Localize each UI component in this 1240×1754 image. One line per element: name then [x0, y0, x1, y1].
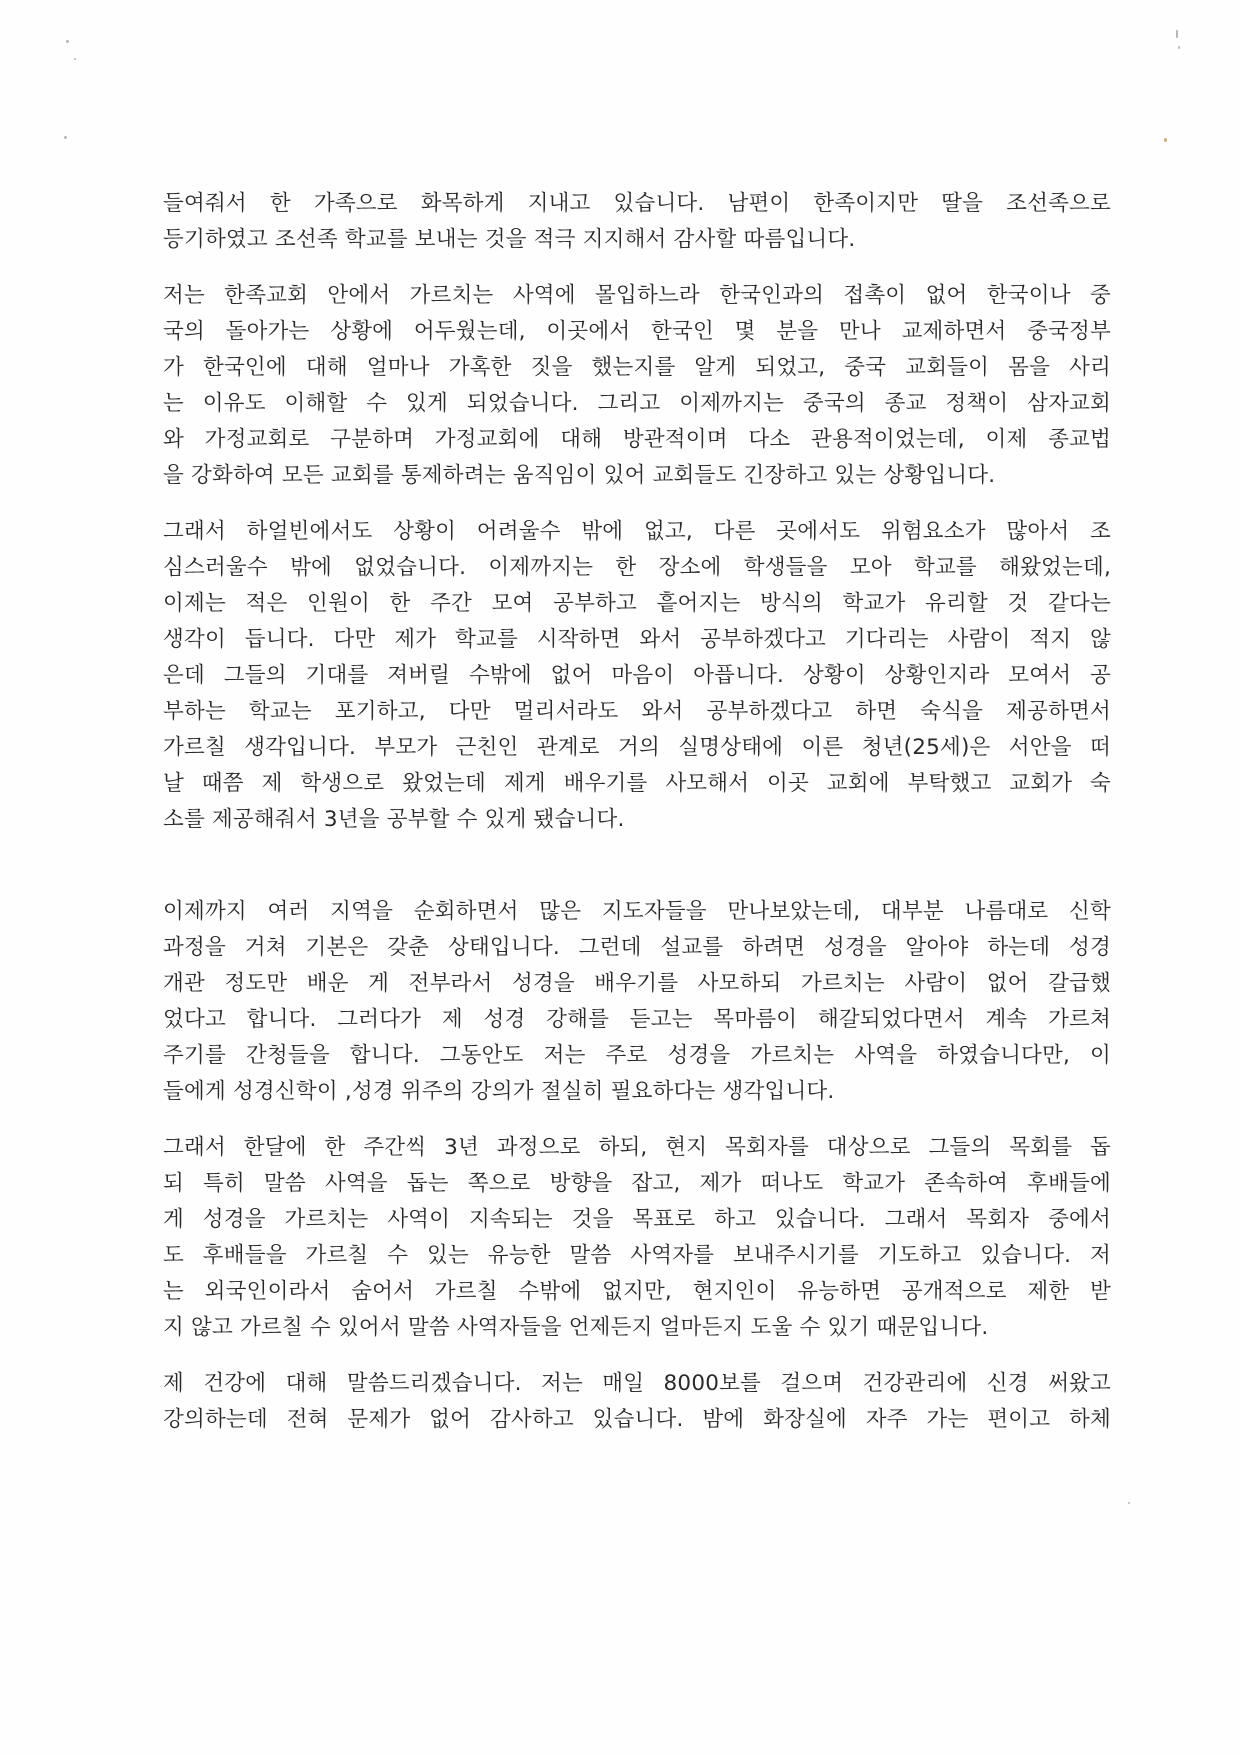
scan-speck: [1176, 30, 1178, 38]
paragraph-church-situation: [163, 278, 1111, 494]
text-line: 되 특히 말씀 사역을 돕는 쪽으로 방향을 잡고, 제가 떠나도 학교가 존속하여 후배들에: [163, 1171, 1111, 1196]
text-line: 국의 돌아가는 상황에 어두웠는데, 이곳에서 한국인 몇 분을 만나 교제하면서 중국정부: [163, 319, 1111, 344]
paragraph-leaders: [163, 894, 1111, 1110]
text-line: 날 때쯤 제 학생으로 왔었는데 제게 배우기를 사모해서 이곳 교회에 부탁했고 교회가 숙: [163, 771, 1111, 796]
text-line: 게 성경을 가르치는 사역이 지속되는 것을 목표로 하고 있습니다. 그래서 목회자 중에서: [163, 1207, 1111, 1232]
text-line: 는 이유도 이해할 수 있게 되었습니다. 그리고 이제까지는 중국의 종교 정책이 삼자교회: [163, 391, 1111, 416]
text-line: 는 외국인이라서 숨어서 가르칠 수밖에 없지만, 현지인이 유능하면 공개적으로 제한 받: [163, 1279, 1111, 1304]
text-line: 와 가정교회로 구분하며 가정교회에 대해 방관적이며 다소 관용적이었는데, 이제 종교법: [163, 427, 1111, 452]
text-line: 가 한국인에 대해 얼마나 가혹한 짓을 했는지를 알게 되었고, 중국 교회들이 몸을 사리: [163, 355, 1111, 380]
text-line: 그래서 한달에 한 주간씩 3년 과정으로 하되, 현지 목회자를 대상으로 그들의 목회를 돕: [163, 1135, 1111, 1160]
paragraph-family: [163, 186, 1111, 258]
text-line: 가르칠 생각입니다. 부모가 근친인 관계로 거의 실명상태에 이른 청년(25세)은 서안을 떠: [163, 735, 1111, 760]
letter-body: [163, 186, 1111, 1438]
text-line: 들여줘서 한 가족으로 화목하게 지내고 있습니다. 남편이 한족이지만 딸을 조선족으로: [163, 191, 1111, 216]
text-line: 이제까지 여러 지역을 순회하면서 많은 지도자들을 만나보았는데, 대부분 나름대로 신학: [163, 899, 1111, 924]
text-line: 지 않고 가르칠 수 있어서 말씀 사역자들을 언제든지 얼마든지 도울 수 있기 때문입니다.: [163, 1315, 989, 1340]
text-line: 등기하였고 조선족 학교를 보내는 것을 적극 지지해서 감사할 따름입니다.: [163, 227, 856, 252]
text-line: 들에게 성경신학이 ,성경 위주의 강의가 절실히 필요하다는 생각입니다.: [163, 1079, 835, 1104]
text-line: 그래서 하얼빈에서도 상황이 어려울수 밖에 없고, 다른 곳에서도 위험요소가 많아서 조: [163, 519, 1111, 544]
scan-speck: [66, 40, 69, 43]
text-line: 개관 정도만 배운 게 전부라서 성경을 배우기를 사모하되 가르치는 사람이 없어 갈급했: [163, 971, 1111, 996]
text-line: 과정을 거쳐 기본은 갖춘 상태입니다. 그런데 설교를 하려면 성경을 알아야 하는데 성경: [163, 935, 1111, 960]
text-line: 주기를 간청들을 합니다. 그동안도 저는 주로 성경을 가르치는 사역을 하였습니다만, 이: [163, 1043, 1111, 1068]
text-line: 제 건강에 대해 말씀드리겠습니다. 저는 매일 8000보를 걸으며 건강관리에 신경 써왔고: [163, 1371, 1111, 1396]
text-line: 이제는 적은 인원이 한 주간 모여 공부하고 흩어지는 방식의 학교가 유리할 것 같다는: [163, 591, 1111, 616]
text-line: 은데 그들의 기대를 져버릴 수밖에 없어 마음이 아픕니다. 상황이 상황인지라 모여서 공: [163, 663, 1111, 688]
paragraph-health: [163, 1366, 1111, 1438]
scan-speck: [64, 136, 67, 139]
text-line: 도 후배들을 가르칠 수 있는 유능한 말씀 사역자를 보내주시기를 기도하고 있습니다. 저: [163, 1243, 1111, 1268]
text-line: 저는 한족교회 안에서 가르치는 사역에 몰입하느라 한국인과의 접촉이 없어 한국이나 중: [163, 283, 1111, 308]
text-line: 었다고 합니다. 그러다가 제 성경 강해를 듣고는 목마름이 해갈되었다면서 계속 가르쳐: [163, 1007, 1111, 1032]
scan-speck: [1164, 138, 1167, 142]
text-line: 생각이 듭니다. 다만 제가 학교를 시작하면 와서 공부하겠다고 기다리는 사람이 적지 않: [163, 627, 1111, 652]
scan-speck: [74, 58, 76, 60]
text-line: 소를 제공해줘서 3년을 공부할 수 있게 됐습니다.: [163, 807, 625, 832]
paragraph-program-plan: [163, 1130, 1111, 1346]
scan-speck: [1128, 1502, 1130, 1504]
paragraph-harbin: [163, 514, 1111, 838]
text-line: 심스러울수 밖에 없었습니다. 이제까지는 한 장소에 학생들을 모아 학교를 해왔었는데,: [163, 555, 1111, 580]
text-line: 부하는 학교는 포기하고, 다만 멀리서라도 와서 공부하겠다고 하면 숙식을 제공하면서: [163, 699, 1111, 724]
text-line: 을 강화하여 모든 교회를 통제하려는 움직임이 있어 교회들도 긴장하고 있는 상황입니다.: [163, 463, 996, 488]
text-line: 강의하는데 전혀 문제가 없어 감사하고 있습니다. 밤에 화장실에 자주 가는 편이고 하체: [163, 1407, 1111, 1432]
scan-speck: [1178, 46, 1180, 49]
